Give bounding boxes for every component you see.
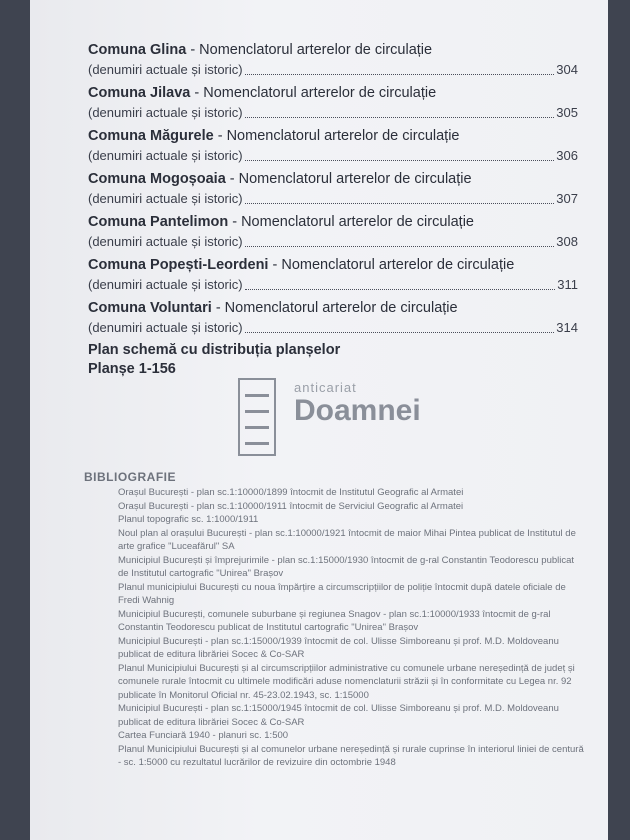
toc-commune: Comuna Măgurele (88, 128, 214, 144)
toc-commune: Comuna Jilava (88, 85, 191, 101)
dot-leader (245, 289, 556, 290)
toc-page: 306 (556, 148, 578, 163)
watermark-big-text: Doamnei (294, 394, 421, 427)
toc-entry (88, 126, 578, 169)
dot-leader (245, 160, 555, 161)
planse-line: Planșe 1-156 (88, 361, 176, 377)
dot-leader (245, 332, 555, 333)
toc-subtitle: (denumiri actuale și istoric) (88, 62, 243, 77)
bibliography-item: Cartea Funciară 1940 - planuri sc. 1:500 (118, 730, 289, 741)
dot-leader (245, 203, 555, 204)
toc-page: 314 (556, 320, 578, 335)
toc-title: - Nomenclatorul arterelor de circulație (190, 85, 437, 101)
dot-leader (245, 246, 555, 247)
toc-subtitle: (denumiri actuale și istoric) (88, 148, 243, 163)
toc-entry (88, 83, 578, 126)
toc-entry (88, 255, 578, 298)
bibliography-item: Planul Municipiului București și al circumscripțiilor administrative cu comunele urbane nereședință de județ și comunele rurale întocmit cu ultimele modificări aduse nomenclaturii străzii și în conformitate cu Legea nr. 92 publicate în Monitorul Oficial nr. 45-23.02.1943, sc. 1:15000 (118, 662, 575, 701)
bibliography-item: Planul municipiului București cu noua împărțire a circumscripțiilor de poliție întocmit după datele oficiale de Fredi Wahnig (118, 581, 566, 606)
toc-commune: Comuna Voluntari (88, 300, 212, 316)
toc-entry (88, 40, 578, 83)
toc-commune: Comuna Glina (88, 42, 187, 58)
toc-title: - Nomenclatorul arterelor de circulație (225, 171, 472, 187)
table-of-contents (88, 40, 578, 379)
toc-page: 305 (556, 105, 578, 120)
toc-subtitle: (denumiri actuale și istoric) (88, 191, 243, 206)
dot-leader (245, 74, 555, 75)
toc-title: - Nomenclatorul arterelor de circulație (268, 257, 515, 273)
toc-page: 304 (556, 62, 578, 77)
watermark-logo (238, 378, 421, 458)
toc-subtitle: (denumiri actuale și istoric) (88, 277, 243, 292)
bibliography-item: Planul Municipiului București și al comunelor urbane nereședință și rurale cuprinse în interiorul liniei de centură - sc. 1:5000 cu rezultatul lucrărilor de revizuire din octombrie 1948 (118, 743, 584, 768)
toc-title: - Nomenclatorul arterelor de circulație (211, 300, 458, 316)
toc-title: - Nomenclatorul arterelor de circulație (186, 42, 433, 58)
bibliography-item: Municipiul București - plan sc.1:15000/1945 întocmit de col. Ulisse Simboreanu și prof. M.D. Moldoveanu publicat de editura librăriei Socec & Co-SAR (118, 703, 559, 728)
bibliography-item: Planul topografic sc. 1:1000/1911 (118, 514, 259, 525)
bibliography-title: BIBLIOGRAFIE (84, 470, 176, 484)
bibliography-item: Municipiul București, comunele suburbane și regiunea Snagov - plan sc.1:10000/1933 întocmit de g-ral Constantin Teodorescu publicat de Institutul cartografic "Unirea" Brașov (118, 608, 551, 633)
bibliography-item: Orașul București - plan sc.1:10000/1911 întocmit de Serviciul Geografic al Armatei (118, 500, 464, 512)
toc-subtitle: (denumiri actuale și istoric) (88, 320, 243, 335)
watermark-small-text: anticariat (294, 380, 357, 395)
bibliography-section (84, 470, 584, 770)
toc-page: 311 (557, 277, 578, 292)
toc-title: - Nomenclatorul arterelor de circulație (213, 128, 460, 144)
plan-schema-line: Plan schemă cu distribuția planșelor (88, 342, 341, 358)
toc-subtitle: (denumiri actuale și istoric) (88, 105, 243, 120)
toc-commune: Comuna Mogoșoaia (88, 171, 226, 187)
toc-commune: Comuna Popești-Leordeni (88, 257, 269, 273)
toc-entry (88, 212, 578, 255)
dot-leader (245, 117, 555, 118)
bibliography-item: Municipiul București și împrejurimile - plan sc.1:15000/1930 întocmit de g-ral Constantin Teodorescu publicat de Institutul cartografic "Unirea" Brașov (118, 554, 575, 579)
toc-commune: Comuna Pantelimon (88, 214, 229, 230)
bibliography-item: Municipiul București - plan sc.1:15000/1939 întocmit de col. Ulisse Simboreanu și prof. M.D. Moldoveanu publicat de editura librăriei Socec & Co-SAR (118, 635, 559, 660)
toc-title: - Nomenclatorul arterelor de circulație (228, 214, 474, 230)
toc-subtitle: (denumiri actuale și istoric) (88, 234, 243, 249)
bibliography-item: Noul plan al orașului București - plan sc.1:10000/1921 întocmit de maior Mihai Pintea publicat de Institutul de arte grafice "Luceafărul" SA (118, 527, 576, 552)
toc-page: 307 (556, 191, 578, 206)
book-page (30, 0, 608, 840)
toc-entry (88, 169, 578, 212)
book-icon (238, 378, 276, 456)
bibliography-item: Orașul București - plan sc.1:10000/1899 întocmit de Institutul Geografic al Armatei (118, 487, 464, 498)
toc-page: 308 (556, 234, 578, 249)
toc-entry (88, 298, 578, 341)
